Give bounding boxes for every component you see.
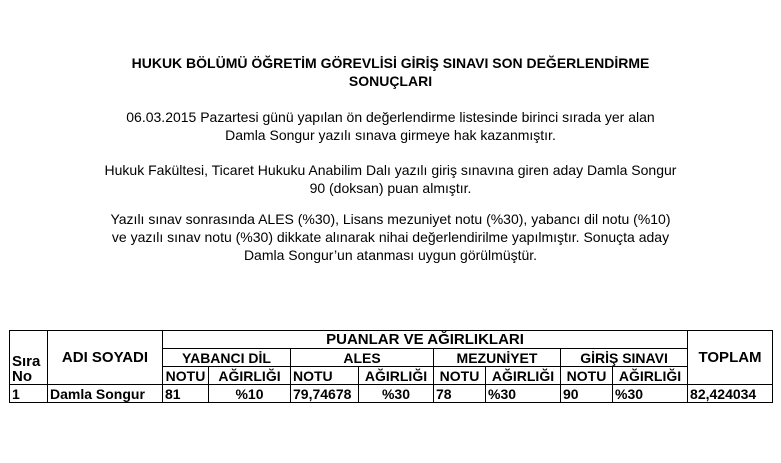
- header-category-ales: ALES: [291, 349, 434, 367]
- document-title: [0, 54, 781, 90]
- table-header-row-1: [10, 331, 773, 349]
- header-note: NOTU: [163, 367, 209, 385]
- header-weight: AĞIRLIĞI: [359, 367, 434, 385]
- cell-foreign-language-weight: %10: [209, 385, 291, 403]
- header-category-foreign-language: YABANCI DİL: [163, 349, 291, 367]
- title-line-1: HUKUK BÖLÜMÜ ÖĞRETİM GÖREVLİSİ GİRİŞ SINAVI SON DEĞERLENDİRME: [131, 55, 650, 71]
- header-weight: AĞIRLIĞI: [613, 367, 688, 385]
- cell-total: 82,424034: [688, 385, 773, 403]
- header-note: NOTU: [291, 367, 359, 385]
- cell-name: Damla Songur: [48, 385, 163, 403]
- header-scores-group: PUANLAR VE AĞIRLIKLARI: [163, 331, 688, 349]
- paragraph-2-line-2: 90 (doksan) puan almıştır.: [309, 180, 472, 196]
- paragraph-1-line-2: Damla Songur yazılı sınava girmeye hak kazanmıştır.: [225, 127, 556, 143]
- paragraph-1-line-1: 06.03.2015 Pazartesi günü yapılan ön değerlendirme listesinde birinci sırada yer alan: [126, 109, 655, 125]
- paragraph-final-evaluation: [0, 210, 781, 264]
- header-name: ADI SOYADI: [48, 331, 163, 385]
- cell-foreign-language-score: 81: [163, 385, 209, 403]
- cell-entrance-exam-weight: %30: [613, 385, 688, 403]
- header-category-entrance-exam: GİRİŞ SINAVI: [561, 349, 688, 367]
- title-line-2: SONUÇLARI: [348, 73, 433, 89]
- cell-graduation-weight: %30: [486, 385, 561, 403]
- header-note: NOTU: [434, 367, 486, 385]
- cell-entrance-exam-score: 90: [561, 385, 613, 403]
- header-note: NOTU: [561, 367, 613, 385]
- header-total: TOPLAM: [688, 331, 773, 385]
- header-category-graduation: MEZUNİYET: [434, 349, 561, 367]
- cell-graduation-score: 78: [434, 385, 486, 403]
- header-weight: AĞIRLIĞI: [486, 367, 561, 385]
- paragraph-2-line-1: Hukuk Fakültesi, Ticaret Hukuku Anabilim Dalı yazılı giriş sınavına giren aday Damla Songur: [104, 162, 677, 178]
- cell-ales-score: 79,74678: [291, 385, 359, 403]
- table-row: [10, 385, 773, 403]
- header-sira-line-1: Sıra: [12, 353, 41, 370]
- paragraph-written-exam-score: [0, 161, 781, 197]
- paragraph-3-line-3: Damla Songur’un atanması uygun görülmüştür.: [243, 247, 538, 263]
- paragraph-preliminary-result: [0, 108, 781, 144]
- paragraph-3-line-2: ve yazılı sınav notu (%30) dikkate alınarak nihai değerlendirilme yapılmıştır. Sonuçta aday: [111, 229, 670, 245]
- cell-sira-no: 1: [10, 385, 48, 403]
- header-sira-no: [10, 331, 48, 385]
- paragraph-3-line-1: Yazılı sınav sonrasında ALES (%30), Lisans mezuniyet notu (%30), yabancı dil notu (%10): [110, 211, 671, 227]
- results-table: [9, 330, 773, 403]
- cell-ales-weight: %30: [359, 385, 434, 403]
- header-weight: AĞIRLIĞI: [209, 367, 291, 385]
- header-sira-line-2: No: [12, 368, 32, 385]
